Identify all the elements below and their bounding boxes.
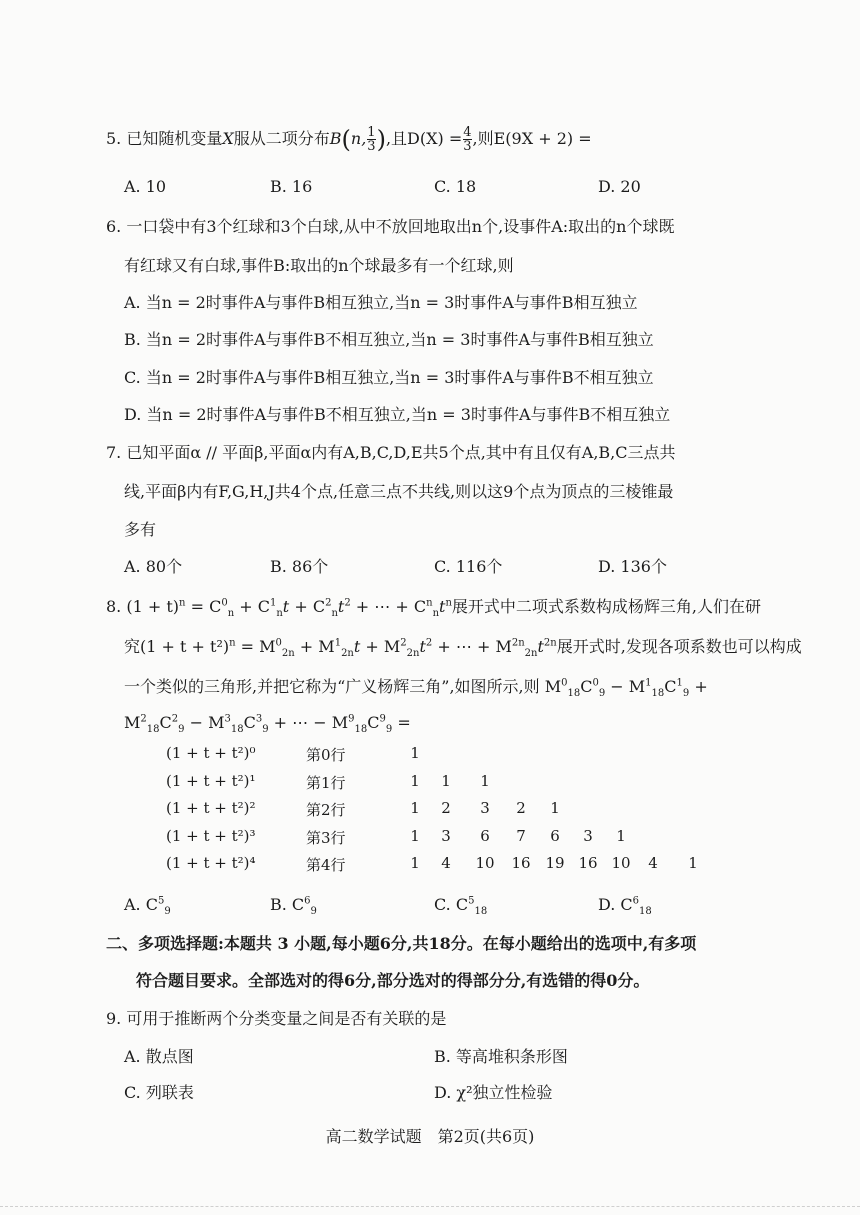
triangle-row xyxy=(166,744,726,768)
q5-fraction-2: $\frac{4}{3}$ xyxy=(463,125,472,154)
triangle-cell: 1 xyxy=(480,772,490,790)
row-expression: (1 + t + t²)⁴ xyxy=(166,854,256,872)
row-expression: (1 + t + t²)¹ xyxy=(166,772,256,790)
q7-option-a[interactable]: A. 80个 xyxy=(124,557,183,576)
q8-option-d[interactable]: D. $C^6_{18}$ xyxy=(598,895,652,918)
q5-stem-text-2: 服从二项分布 xyxy=(233,129,330,148)
row-label: 第2行 xyxy=(306,801,346,819)
triangle-cell: 7 xyxy=(516,827,526,845)
q6-option-d[interactable]: D. 当n = 2时事件A与事件B不相互独立,当n = 3时事件A与事件B不相互独立 xyxy=(124,405,671,424)
q8-option-b[interactable]: B. $C^6_9$ xyxy=(270,895,317,918)
q5-stem: 5. 已知随机变量X服从二项分布B(n, $\frac{1}{3}$ ),且D(X) = $\frac{4}{3}$ ,则E(9X + 2) = xyxy=(106,125,592,154)
triangle-row xyxy=(166,854,726,878)
row-expression: (1 + t + t²)² xyxy=(166,799,256,817)
q5-fraction: $\frac{1}{3}$ xyxy=(367,125,376,154)
row-label: 第1行 xyxy=(306,774,346,792)
q8-stem-text-2: 展开式时,发现各项系数也可以构成 xyxy=(556,637,802,656)
triangle-cell: 3 xyxy=(480,799,490,817)
triangle-cell: 1 xyxy=(550,799,560,817)
q8-option-a[interactable]: A. $C^5_9$ xyxy=(124,895,171,918)
q5-stem-text: 5. 已知随机变量 xyxy=(106,129,223,148)
row-label: 第3行 xyxy=(306,829,346,847)
q8-stem-line2: 究$(1 + t + t^2)^n = M^0_{2n} + M^1_{2n}t + M^2_{2n}t^2$ + ⋯ + $M^{2n}_{2n}t^{2n}$展开式时,发现各项系数也可以构成 xyxy=(124,637,802,660)
q9-option-c[interactable]: C. 列联表 xyxy=(124,1083,194,1102)
row-expression: (1 + t + t²)³ xyxy=(166,827,256,845)
q8-stem-line4: $M^2_{18}C^2_9 - M^3_{18}C^3_9$ + ⋯ − $M^9_{18}C^9_9$ = xyxy=(124,713,411,736)
q7-stem-line2: 线,平面β内有F,G,H,J共4个点,任意三点不共线,则以这9个点为顶点的三棱锥最 xyxy=(124,482,674,501)
q5-var: X xyxy=(222,129,234,148)
triangle-cell: 4 xyxy=(648,854,658,872)
q5-expectation: E(9X + 2) = xyxy=(493,129,592,148)
triangle-row xyxy=(166,772,726,796)
triangle-cell: 1 xyxy=(410,772,420,790)
page-footer: 高二数学试题 第2页(共6页) xyxy=(325,1127,535,1146)
section2-heading-line2: 符合题目要求。全部选对的得6分,部分选对的得部分分,有选错的得0分。 xyxy=(136,971,650,990)
triangle-cell: 1 xyxy=(688,854,698,872)
q5-option-d[interactable]: D. 20 xyxy=(598,177,641,196)
q7-option-c[interactable]: C. 116个 xyxy=(434,557,503,576)
q9-option-b[interactable]: B. 等高堆积条形图 xyxy=(434,1047,568,1066)
q6-option-b[interactable]: B. 当n = 2时事件A与事件B不相互独立,当n = 3时事件A与事件B相互独立 xyxy=(124,330,654,349)
triangle-cell: 1 xyxy=(616,827,626,845)
q5-stem-text-4: ,则 xyxy=(472,129,494,148)
q8-option-c[interactable]: C. $C^5_{18}$ xyxy=(434,895,488,918)
q6-option-c[interactable]: C. 当n = 2时事件A与事件B相互独立,当n = 3时事件A与事件B不相互独立 xyxy=(124,368,654,387)
q7-stem-line1: 7. 已知平面α // 平面β,平面α内有A,B,C,D,E共5个点,其中有且仅有A,B,C三点共 xyxy=(106,443,676,462)
q7-option-b[interactable]: B. 86个 xyxy=(270,557,329,576)
q8-stem-text: 展开式中二项式系数构成杨辉三角,人们在研 xyxy=(451,597,761,616)
triangle-cell: 2 xyxy=(516,799,526,817)
q5-variance: D(X) = xyxy=(407,129,463,148)
row-expression: (1 + t + t²)⁰ xyxy=(166,744,256,762)
q5-dist: B xyxy=(329,129,342,148)
q6-stem-line1: 6. 一口袋中有3个红球和3个白球,从中不放回地取出n个,设事件A:取出的n个球既 xyxy=(106,217,675,236)
triangle-cell: 6 xyxy=(550,827,560,845)
triangle-cell: 10 xyxy=(611,854,631,872)
triangle-cell: 10 xyxy=(475,854,495,872)
q5-option-c[interactable]: C. 18 xyxy=(434,177,477,196)
scan-edge-divider xyxy=(0,1206,860,1207)
q6-option-a[interactable]: A. 当n = 2时事件A与事件B相互独立,当n = 3时事件A与事件B相互独立 xyxy=(124,293,638,312)
q8-binomial-expr: 8. (1 + t) xyxy=(106,597,180,616)
q8-stem-line1: 8. $(1 + t)^n = C^0_n + C^1_nt + C^2_nt^2$ + ⋯ + $C^n_nt^n$展开式中二项式系数构成杨辉三角,人们在研 xyxy=(106,597,761,620)
q5-param: n, xyxy=(350,129,367,148)
triangle-cell: 1 xyxy=(441,772,451,790)
triangle-cell: 16 xyxy=(511,854,531,872)
triangle-cell: 3 xyxy=(583,827,593,845)
triangle-cell: 16 xyxy=(578,854,598,872)
q6-stem-line2: 有红球又有白球,事件B:取出的n个球最多有一个红球,则 xyxy=(124,256,514,275)
q5-option-a[interactable]: A. 10 xyxy=(124,177,167,196)
q9-option-d[interactable]: D. χ²独立性检验 xyxy=(434,1083,553,1102)
triangle-cell: 3 xyxy=(441,827,451,845)
triangle-cell: 4 xyxy=(441,854,451,872)
q8-trinomial-expr: 究(1 + t + t²) xyxy=(124,637,230,656)
section2-heading-line1: 二、多项选择题:本题共 3 小题,每小题6分,共18分。在每小题给出的选项中,有多项 xyxy=(106,934,697,953)
q9-option-a[interactable]: A. 散点图 xyxy=(124,1047,194,1066)
triangle-cell: 1 xyxy=(410,854,420,872)
triangle-row xyxy=(166,827,726,851)
triangle-cell: 2 xyxy=(441,799,451,817)
row-label: 第0行 xyxy=(306,746,346,764)
q9-stem: 9. 可用于推断两个分类变量之间是否有关联的是 xyxy=(106,1009,447,1028)
q7-option-d[interactable]: D. 136个 xyxy=(598,557,667,576)
q5-stem-text-3: ,且 xyxy=(385,129,408,148)
triangle-cell: 1 xyxy=(410,799,420,817)
q7-stem-line3: 多有 xyxy=(124,520,157,539)
triangle-row xyxy=(166,799,726,823)
triangle-cell: 19 xyxy=(545,854,565,872)
triangle-cell: 1 xyxy=(410,744,420,762)
q5-option-b[interactable]: B. 16 xyxy=(270,177,313,196)
q8-stem-line3: 一个类似的三角形,并把它称为“广义杨辉三角”,如图所示,则 $M^0_{18}C^0_9 - M^1_{18}C^1_9$ + xyxy=(124,677,708,700)
triangle-cell: 6 xyxy=(480,827,490,845)
triangle-cell: 1 xyxy=(410,827,420,845)
row-label: 第4行 xyxy=(306,856,346,874)
